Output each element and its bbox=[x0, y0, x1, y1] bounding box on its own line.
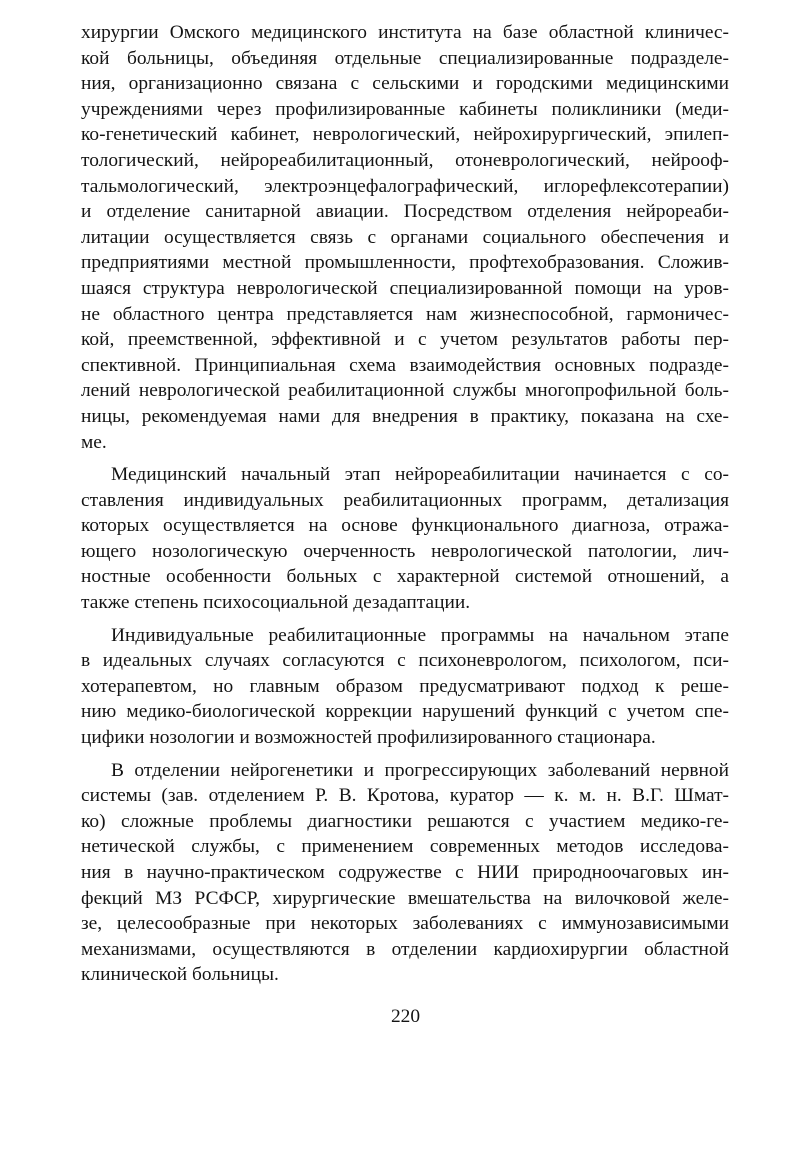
text-line: ния, организационно связана с сельскими и городскими медицинскими bbox=[81, 73, 729, 95]
text-line: учреждениями через профилизированные кабинеты поликлиники (меди- bbox=[81, 98, 729, 120]
text-line: хирургии Омского медицинского института на базе областной клиничес- bbox=[81, 22, 729, 43]
paragraph bbox=[81, 758, 729, 988]
text-line: в идеальных случаях согласуются с психоневрологом, психологом, пси- bbox=[81, 650, 729, 672]
text-line: литации осуществляется связь с органами социального обеспечения и bbox=[81, 226, 729, 248]
text-line: В отделении нейрогенетики и прогрессирующих заболеваний нервной bbox=[111, 759, 729, 781]
text-line: ме. bbox=[81, 431, 107, 453]
text-line: шаяся структура неврологической специализированной помощи на уров- bbox=[81, 277, 729, 299]
paragraph-gap bbox=[81, 616, 729, 623]
text-line: хотерапевтом, но главным образом предусматривают подход к реше- bbox=[81, 675, 729, 697]
paragraph bbox=[81, 20, 729, 455]
paragraph-gap bbox=[81, 455, 729, 462]
text-line: не областного центра представляется нам жизнеспособной, гармоничес- bbox=[81, 303, 729, 325]
text-line: также степень психосоциальной дезадаптации. bbox=[81, 592, 471, 614]
text-line: фекций МЗ РСФСР, хирургические вмешательства на вилочковой желе- bbox=[81, 887, 729, 909]
text-line: предприятиями местной промышленности, профтехобразования. Сложив- bbox=[81, 252, 729, 274]
text-line: ко) сложные проблемы диагностики решаются с участием медико-ге- bbox=[81, 810, 729, 832]
text-line: механизмами, осуществляются в отделении кардиохирургии областной bbox=[81, 938, 729, 960]
text-line: кой больницы, объединяя отдельные специализированные подразделе- bbox=[81, 47, 729, 69]
text-line: системы (зав. отделением Р. В. Кротова, куратор — к. м. н. В.Г. Шмат- bbox=[81, 785, 729, 807]
text-line: зе, целесообразные при некоторых заболеваниях с иммунозависимыми bbox=[81, 913, 729, 935]
text-line: нетической службы, с применением современных методов исследова- bbox=[81, 836, 729, 858]
text-line: ния в научно-практическом содружестве с НИИ природноочаговых ин- bbox=[81, 862, 729, 883]
text-line: ющего нозологическую очерченность неврологической патологии, лич- bbox=[81, 540, 729, 562]
text-line: ницы, рекомендуемая нами для внедрения в практику, показана на схе- bbox=[81, 405, 729, 427]
text-line: Медицинский начальный этап нейрореабилитации начинается с со- bbox=[111, 464, 729, 486]
paragraph-gap bbox=[81, 751, 729, 758]
text-line: которых осуществляется на основе функционального диагноза, отража- bbox=[81, 515, 729, 537]
page-number: 220 bbox=[390, 1006, 421, 1027]
text-line: ставления индивидуальных реабилитационных программ, детализация bbox=[81, 489, 729, 511]
text-line: клинической больницы. bbox=[81, 964, 279, 986]
body-text bbox=[81, 20, 729, 988]
text-line: цифики нозологии и возможностей профилизированного стационара. bbox=[81, 727, 656, 749]
paragraph bbox=[81, 462, 729, 616]
text-line: нию медико-биологической коррекции нарушений функций с учетом спе- bbox=[81, 701, 729, 723]
text-line: кой, преемственной, эффективной и с учетом результатов работы пер- bbox=[81, 329, 729, 351]
text-line: спективной. Принципиальная схема взаимодействия основных подразде- bbox=[81, 354, 729, 376]
text-line: Индивидуальные реабилитационные программы на начальном этапе bbox=[111, 624, 729, 646]
paragraph bbox=[81, 623, 729, 751]
text-line: тологический, нейрореабилитационный, отоневрологический, нейрооф- bbox=[81, 149, 729, 171]
text-line: и отделение санитарной авиации. Посредством отделения нейрореаби- bbox=[81, 201, 729, 223]
text-line: лений неврологической реабилитационной службы многопрофильной боль- bbox=[81, 380, 729, 402]
text-line: ко-генетический кабинет, неврологический, нейрохирургический, эпилеп- bbox=[81, 124, 729, 146]
text-line: ностные особенности больных с характерной системой отношений, а bbox=[81, 566, 729, 588]
text-line: тальмологический, электроэнцефалографический, иглорефлексотерапии) bbox=[81, 175, 729, 197]
